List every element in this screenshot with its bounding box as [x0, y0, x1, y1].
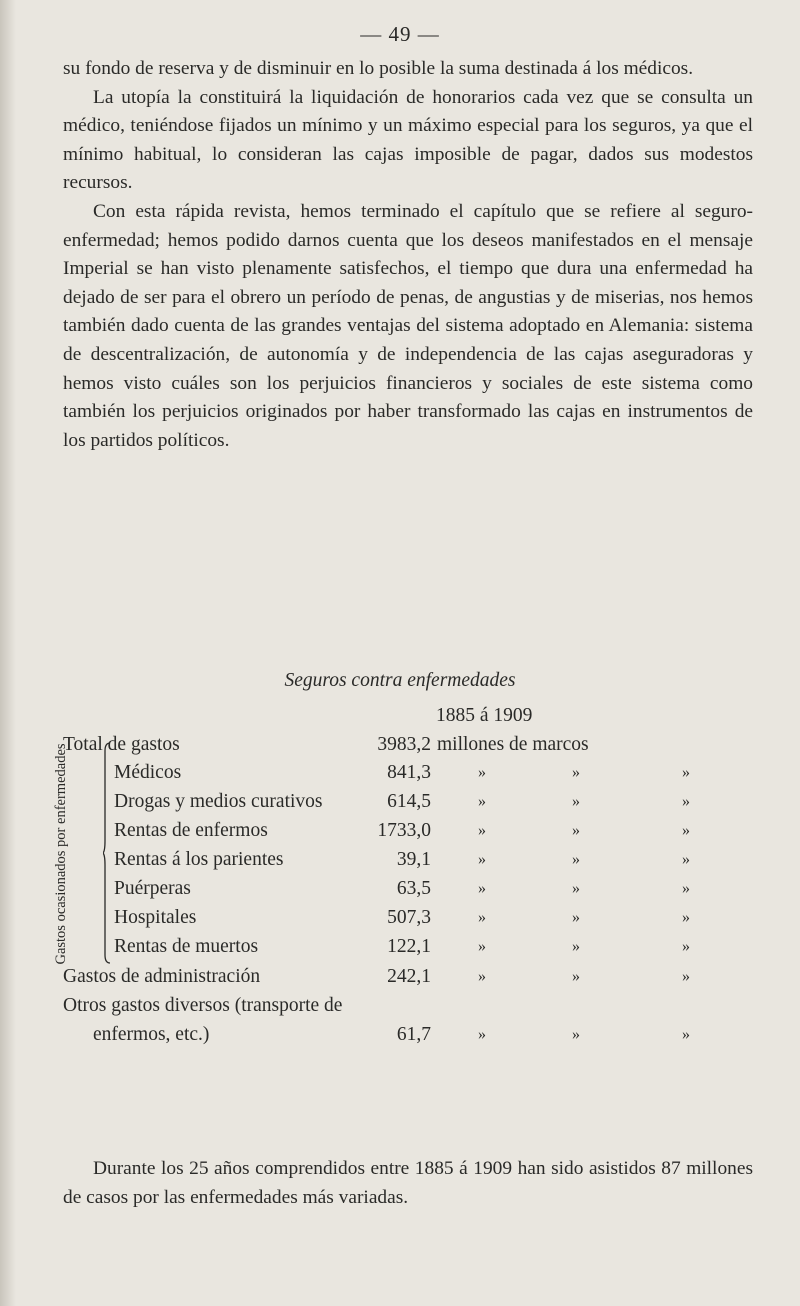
- ditto-mark: »: [572, 822, 580, 839]
- other-value: 61,7: [396, 1024, 431, 1045]
- admin-row: [63, 966, 431, 994]
- ditto-mark: »: [682, 968, 690, 985]
- ditto-mark: »: [682, 909, 690, 926]
- ditto-mark: »: [572, 851, 580, 868]
- closing-text: [63, 1155, 753, 1212]
- bracket-label: Gastos ocasionados por enfermedades: [53, 743, 69, 965]
- ditto-mark: »: [682, 1026, 690, 1043]
- other-label-line2: enfermos, etc.): [93, 1024, 210, 1045]
- unit-label: millones de marcos: [437, 734, 589, 755]
- table-row: [114, 820, 431, 848]
- ditto-mark: »: [572, 968, 580, 985]
- item-label: Hospitales: [114, 907, 197, 928]
- ditto-mark: »: [682, 764, 690, 781]
- item-label: Drogas y medios curativos: [114, 791, 323, 812]
- page-number: — 49 —: [360, 22, 440, 46]
- ditto-mark: »: [478, 851, 486, 868]
- ditto-mark: »: [572, 764, 580, 781]
- table-row: [114, 907, 431, 935]
- ditto-mark: »: [478, 880, 486, 897]
- item-value: 507,3: [387, 907, 431, 928]
- ditto-mark: »: [572, 938, 580, 955]
- other-label-line1: Otros gastos diversos (transporte de: [63, 995, 343, 1016]
- item-label: Rentas de enfermos: [114, 820, 268, 841]
- total-row: [63, 734, 431, 762]
- table-row: [114, 791, 431, 819]
- ditto-mark: »: [682, 880, 690, 897]
- page-edge-shadow: [0, 0, 16, 1306]
- ditto-mark: »: [478, 822, 486, 839]
- table-row: [114, 849, 431, 877]
- paragraph-2: La utopía la constituirá la liquidación de honorarios cada vez que se consulta un médico, teniéndose fijados un mínimo y un máximo especial para los seguros, ya que el mínimo habitual, lo consideran las cajas imposible de pagar, dados sus modestos recursos.: [63, 86, 753, 194]
- ditto-mark: »: [478, 1026, 486, 1043]
- other-row-line1: [63, 995, 431, 1023]
- ditto-mark: »: [478, 764, 486, 781]
- item-value: 614,5: [387, 791, 431, 812]
- item-label: Rentas á los parientes: [114, 849, 284, 870]
- ditto-mark: »: [572, 793, 580, 810]
- item-label: Rentas de muertos: [114, 936, 259, 957]
- table-title: Seguros contra enfermedades: [284, 670, 516, 691]
- admin-value: 242,1: [387, 966, 431, 987]
- paragraph-3: Con esta rápida revista, hemos terminado el capítulo que se refiere al seguro-enfermedad; hemos podido darnos cuenta que los deseos manifestados en el mensaje Imperial se han visto plenamente satisfechos, el tiempo que dura una enfermedad ha dejado de ser para el obrero un período de penas, de angustias y de miserias, nos hemos también dado cuenta de las grandes ventajas del sistema adoptado en Alemania: sistema de descentralización, de autonomía y de independencia de las cajas aseguradoras y hemos visto cuáles son los perjuicios financieros y sociales de este sistema como también los perjuicios originados por haber transformado las cajas en instrumentos de los partidos políticos.: [63, 200, 753, 451]
- ditto-mark: »: [478, 793, 486, 810]
- total-value: 3983,2: [377, 734, 431, 755]
- item-value: 39,1: [396, 849, 431, 870]
- ditto-mark: »: [478, 968, 486, 985]
- table-row: [114, 762, 431, 790]
- item-value: 1733,0: [377, 820, 431, 841]
- other-row-line2: [93, 1024, 431, 1052]
- ditto-mark: »: [572, 1026, 580, 1043]
- ditto-mark: »: [682, 793, 690, 810]
- table-row: [114, 936, 431, 964]
- ditto-mark: »: [478, 909, 486, 926]
- item-value: 841,3: [387, 762, 431, 783]
- closing-paragraph: Durante los 25 años comprendidos entre 1885 á 1909 han sido asistidos 87 millones de casos por las enfermedades más variadas.: [63, 1158, 753, 1208]
- ditto-mark: »: [572, 880, 580, 897]
- item-label: Médicos: [114, 762, 182, 783]
- item-value: 63,5: [396, 878, 431, 899]
- ditto-mark: »: [478, 938, 486, 955]
- admin-label: Gastos de administración: [63, 966, 261, 987]
- total-label: Total de gastos: [63, 734, 180, 755]
- table-row: [114, 878, 431, 906]
- ditto-mark: »: [682, 851, 690, 868]
- item-label: Puérperas: [114, 878, 191, 899]
- ditto-mark: »: [682, 938, 690, 955]
- paragraph-1: su fondo de reserva y de disminuir en lo posible la suma destinada á los médicos.: [63, 58, 694, 79]
- body-text: [63, 55, 753, 455]
- ditto-mark: »: [572, 909, 580, 926]
- table-period: 1885 á 1909: [436, 705, 533, 726]
- ditto-mark: »: [682, 822, 690, 839]
- item-value: 122,1: [387, 936, 431, 957]
